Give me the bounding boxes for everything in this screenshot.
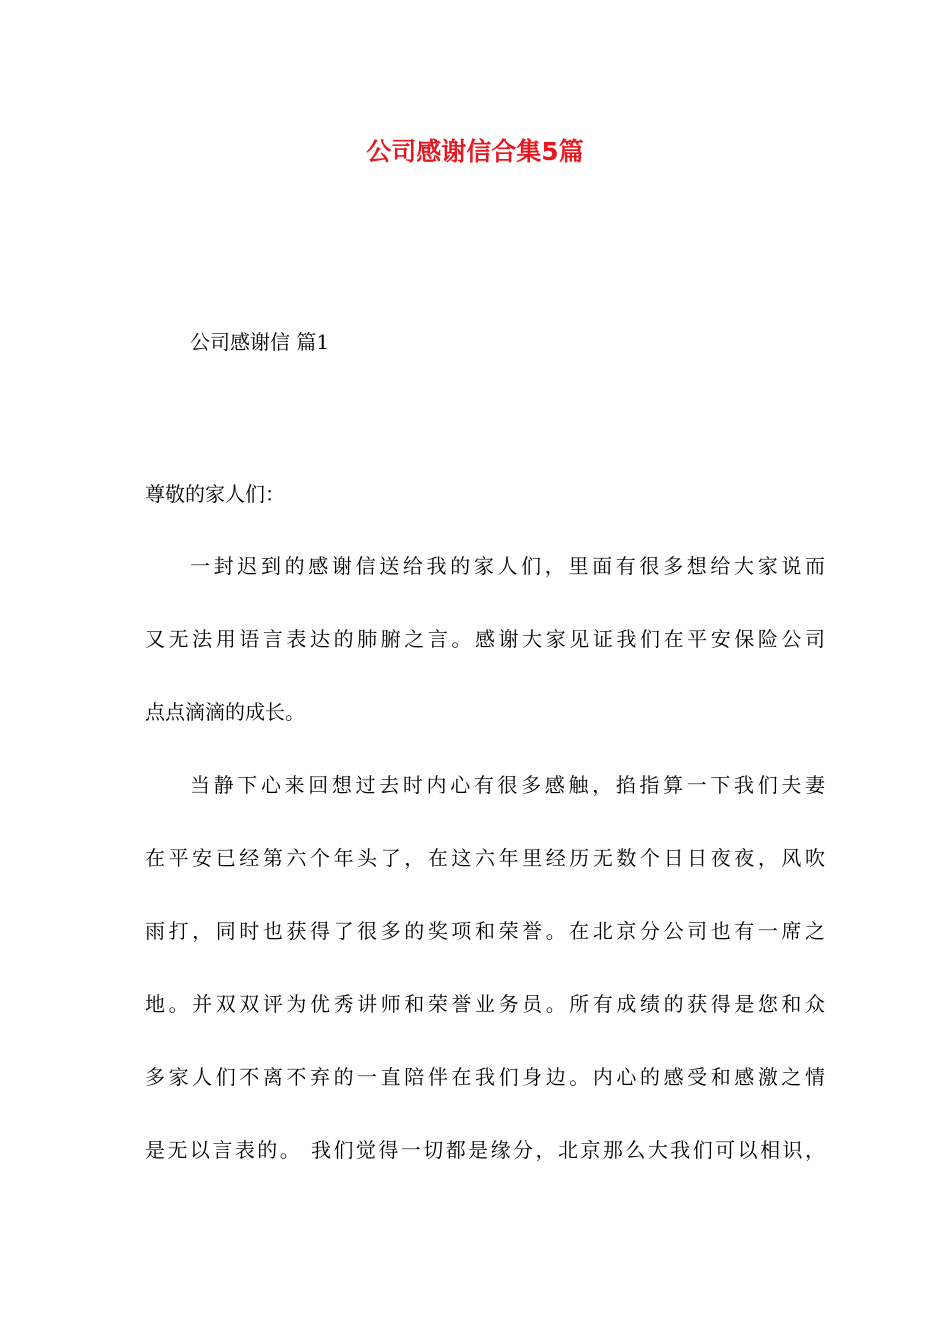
document-title: 公司感谢信合集5篇	[366, 137, 584, 166]
paragraph-line: 又无法用语言表达的肺腑之言。感谢大家见证我们在平安保险公司	[145, 627, 825, 651]
section-heading: 公司感谢信 篇1	[190, 330, 330, 354]
paragraph-line: 当静下心来回想过去时内心有很多感触，掐指算一下我们夫妻	[190, 773, 825, 797]
paragraph-2	[145, 765, 825, 1203]
paragraph-line: 在平安已经第六个年头了，在这六年里经历无数个日日夜夜，风吹	[145, 846, 825, 870]
salutation: 尊敬的家人们：	[145, 482, 285, 506]
paragraph-line: 是无以言表的。 我们觉得一切都是缘分，北京那么大我们可以相识，	[145, 1138, 825, 1162]
paragraph-line: 雨打，同时也获得了很多的奖项和荣誉。在北京分公司也有一席之	[145, 919, 825, 943]
paragraph-line: 一封迟到的感谢信送给我的家人们，里面有很多想给大家说而	[190, 554, 825, 578]
paragraph-line: 多家人们不离不弃的一直陪伴在我们身边。内心的感受和感激之情	[145, 1065, 825, 1089]
paragraph-line: 地。并双双评为优秀讲师和荣誉业务员。所有成绩的获得是您和众	[145, 992, 825, 1016]
paragraph-line: 点点滴滴的成长。	[145, 700, 305, 724]
paragraph-1	[145, 546, 825, 765]
